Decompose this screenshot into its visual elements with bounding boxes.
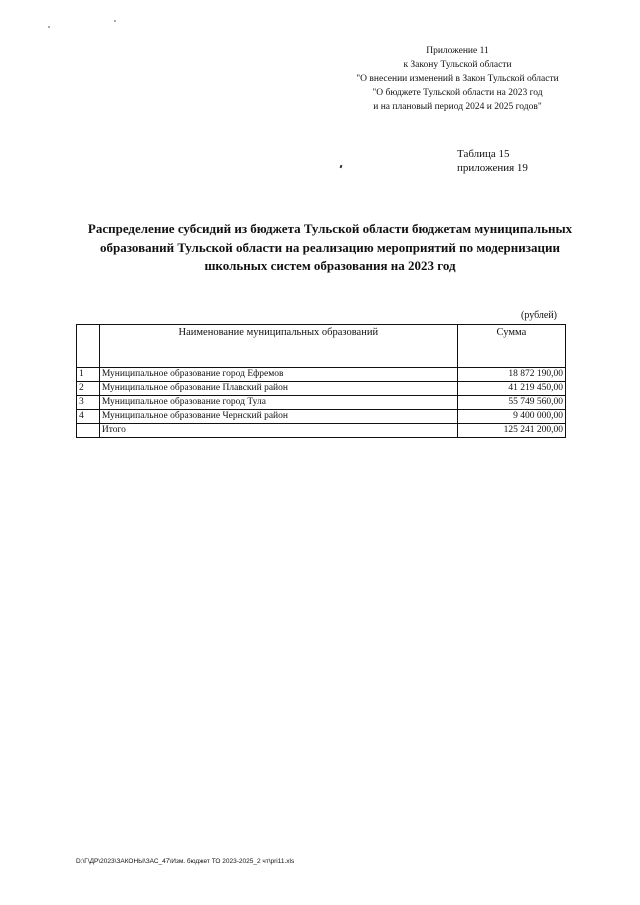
units-label: (рублей) bbox=[521, 310, 558, 321]
row-name: Муниципальное образование Плавский район bbox=[99, 382, 457, 396]
title-line: школьных систем образования на 2023 год bbox=[204, 258, 456, 273]
total-label: Итого bbox=[99, 424, 457, 438]
row-number bbox=[77, 424, 100, 438]
table-label: Таблица 15 bbox=[457, 148, 510, 160]
appendix-line: "О внесении изменений в Закон Тульской области bbox=[356, 74, 559, 84]
row-name: Муниципальное образование Чернский район bbox=[99, 410, 457, 424]
row-name: Муниципальное образование город Тула bbox=[99, 396, 457, 410]
appendix-line: "О бюджете Тульской области на 2023 год bbox=[372, 88, 543, 98]
table-header-row bbox=[77, 325, 566, 368]
total-sum: 125 241 200,00 bbox=[457, 424, 565, 438]
table-row bbox=[77, 368, 566, 382]
title-line: Распределение субсидий из бюджета Тульской области бюджетам муниципальных bbox=[87, 221, 573, 236]
column-header-name: Наименование муниципальных образований bbox=[99, 325, 457, 368]
row-sum: 41 219 450,00 bbox=[457, 382, 565, 396]
scan-speck bbox=[48, 26, 50, 28]
row-number: 2 bbox=[77, 382, 100, 396]
subsidy-table bbox=[76, 324, 566, 438]
table-row bbox=[77, 410, 566, 424]
row-sum: 9 400 000,00 bbox=[457, 410, 565, 424]
row-number: 1 bbox=[77, 368, 100, 382]
attachment-label: приложения 19 bbox=[457, 162, 528, 174]
table-row bbox=[77, 382, 566, 396]
table-reference bbox=[457, 147, 577, 175]
scan-mark bbox=[340, 165, 343, 169]
appendix-header bbox=[320, 44, 595, 114]
row-number: 4 bbox=[77, 410, 100, 424]
title-line: образований Тульской области на реализацию мероприятий по модернизации bbox=[100, 239, 560, 255]
appendix-line: и на плановый период 2024 и 2025 годов" bbox=[373, 102, 542, 112]
document-title bbox=[60, 220, 600, 276]
row-sum: 55 749 560,00 bbox=[457, 396, 565, 410]
table-row bbox=[77, 396, 566, 410]
table-total-row bbox=[77, 424, 566, 438]
appendix-line: к Закону Тульской области bbox=[403, 60, 512, 70]
row-sum: 18 872 190,00 bbox=[457, 368, 565, 382]
row-name: Муниципальное образование город Ефремов bbox=[99, 368, 457, 382]
scan-speck bbox=[114, 20, 116, 22]
file-path-footer: D:\Г\ДР\2023\ЗАКОНЫ\ЗАС_47\Изм. бюджет ТО 2023-2025_2 чт\pri11.xls bbox=[76, 858, 295, 865]
appendix-line: Приложение 11 bbox=[426, 46, 489, 56]
row-number: 3 bbox=[77, 396, 100, 410]
column-header-sum: Сумма bbox=[457, 325, 565, 368]
column-header-number bbox=[77, 325, 100, 368]
